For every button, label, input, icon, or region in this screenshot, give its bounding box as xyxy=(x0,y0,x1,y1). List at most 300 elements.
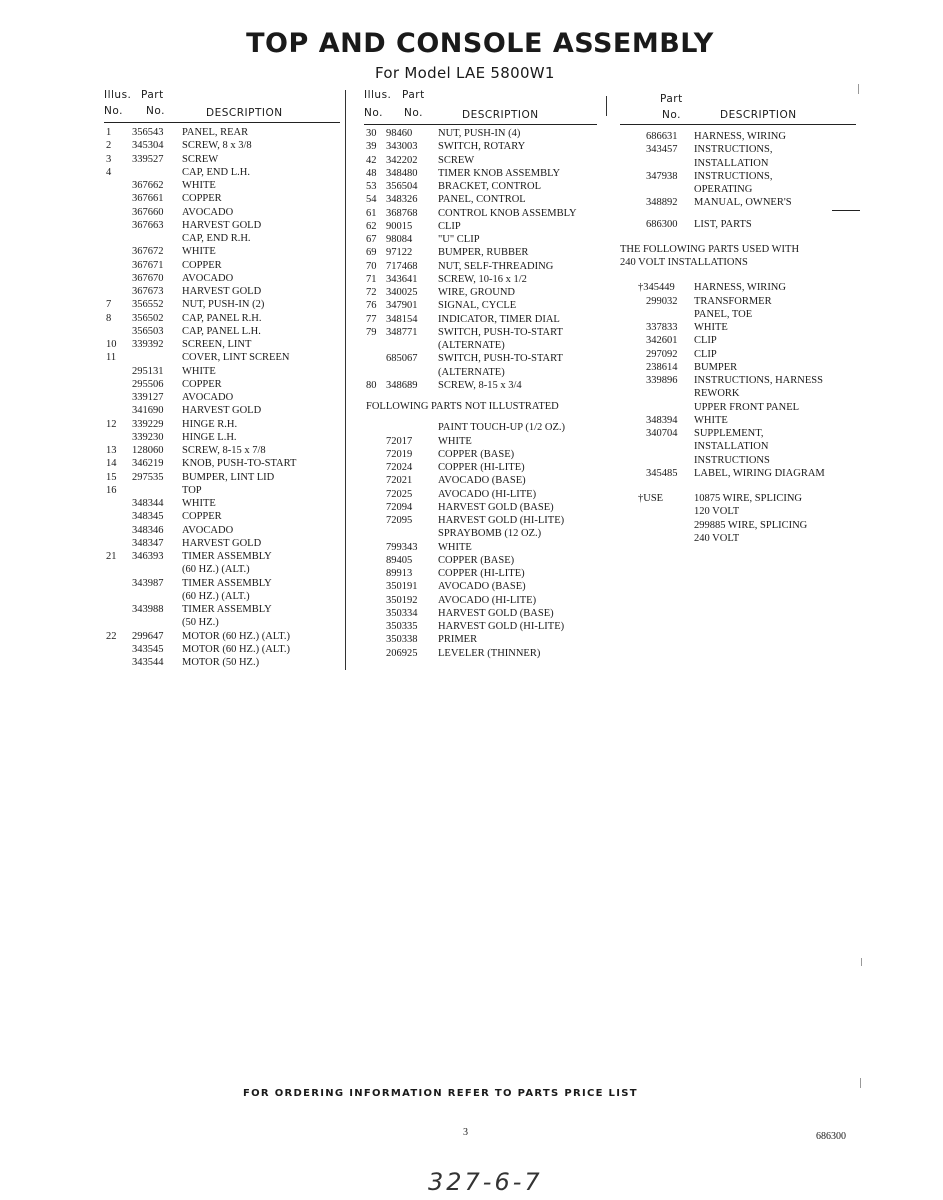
part-number: 367662 xyxy=(132,180,164,191)
table-row xyxy=(620,374,860,387)
part-description: INSTRUCTIONS, HARNESS xyxy=(694,375,823,386)
part-description: AVOCADO (BASE) xyxy=(438,581,526,593)
part-number: 356503 xyxy=(132,325,164,337)
table-row xyxy=(620,401,860,414)
table-row xyxy=(364,435,600,448)
part-number: 350334 xyxy=(386,607,418,619)
table-row xyxy=(104,351,342,364)
table-row xyxy=(364,580,600,593)
table-row xyxy=(364,286,600,299)
part-number: 348154 xyxy=(386,313,418,325)
table-row xyxy=(104,391,342,404)
part-description: PAINT TOUCH-UP (1/2 OZ.) xyxy=(438,422,565,434)
table-row xyxy=(104,338,342,351)
table-row xyxy=(620,281,860,294)
illus-number: 42 xyxy=(366,154,377,166)
illus-number: 21 xyxy=(106,551,117,562)
part-description: TIMER KNOB ASSEMBLY xyxy=(438,167,561,179)
table-row xyxy=(620,361,860,374)
illus-number: 1 xyxy=(106,127,112,138)
table-row xyxy=(620,387,860,400)
part-number: 348892 xyxy=(646,197,678,209)
part-number: 238614 xyxy=(646,361,678,373)
table-row xyxy=(364,299,600,312)
part-number: 97122 xyxy=(386,247,413,259)
table-row xyxy=(620,218,860,231)
part-description: MOTOR (60 HZ.) (ALT.) xyxy=(182,643,291,655)
part-number: 348344 xyxy=(132,498,164,509)
illus-number: 7 xyxy=(106,299,112,311)
part-description: (ALTERNATE) xyxy=(438,340,505,351)
part-description: WHITE xyxy=(182,365,216,377)
table-row xyxy=(104,471,342,484)
part-description: SPRAYBOMB (12 OZ.) xyxy=(438,528,542,540)
col1-desc-label: DESCRIPTION xyxy=(206,107,283,119)
part-number: 368768 xyxy=(386,207,418,219)
part-number: 299647 xyxy=(132,630,164,642)
table-row xyxy=(104,444,342,457)
illus-number: 77 xyxy=(366,313,377,325)
part-description: WHITE xyxy=(438,541,472,553)
part-description: TOP xyxy=(182,484,202,496)
part-description: CLIP xyxy=(438,220,461,232)
table-row xyxy=(620,532,860,545)
part-number: 347938 xyxy=(646,170,678,182)
part-number: 717468 xyxy=(386,260,418,272)
part-description: COPPER xyxy=(182,259,222,271)
part-description: COPPER xyxy=(182,193,222,205)
table-row xyxy=(364,127,600,140)
part-description: INDICATOR, TIMER DIAL xyxy=(438,313,560,325)
illus-number: 30 xyxy=(366,128,377,139)
part-description: HARVEST GOLD xyxy=(182,537,262,549)
part-description: INSTRUCTIONS, xyxy=(694,170,773,182)
part-description: WHITE xyxy=(182,246,216,258)
part-number: 345304 xyxy=(132,140,164,152)
table-row xyxy=(104,643,342,656)
part-description: INSTRUCTIONS, xyxy=(694,144,773,156)
part-description: WHITE xyxy=(438,435,472,447)
illus-number: 39 xyxy=(366,141,377,153)
part-description: HARVEST GOLD xyxy=(182,219,262,231)
table-row xyxy=(104,325,342,338)
col1-part-label: Part xyxy=(141,89,164,101)
table-row xyxy=(104,497,342,510)
part-number: 98460 xyxy=(386,128,413,139)
part-description: SUPPLEMENT, xyxy=(694,428,764,439)
document-number: 686300 xyxy=(816,1131,846,1142)
part-description: WHITE xyxy=(182,180,216,191)
part-number: 343545 xyxy=(132,643,164,655)
part-number: 686300 xyxy=(646,218,678,230)
part-description: NUT, PUSH-IN (4) xyxy=(438,128,521,139)
part-number: 72017 xyxy=(386,435,413,447)
table-row xyxy=(620,467,860,480)
part-description: MANUAL, OWNER'S xyxy=(694,197,792,209)
part-number: 367671 xyxy=(132,259,164,271)
part-number: 341690 xyxy=(132,405,164,417)
part-description: LABEL, WIRING DIAGRAM xyxy=(694,467,825,479)
part-number: 345485 xyxy=(646,467,678,479)
part-number: 346393 xyxy=(132,551,164,562)
part-description: INSTALLATION xyxy=(694,441,769,453)
illus-number: 70 xyxy=(366,260,377,272)
part-description: COPPER (HI-LITE) xyxy=(438,568,525,579)
section-heading-text: FOLLOWING PARTS NOT ILLUSTRATED xyxy=(366,401,559,412)
illus-number: 53 xyxy=(366,181,377,192)
col3-part-no-label: No. xyxy=(662,109,681,121)
model-subtitle: For Model LAE 5800W1 xyxy=(375,64,555,82)
table-row xyxy=(104,603,342,616)
part-number: 337833 xyxy=(646,322,678,333)
table-row xyxy=(364,567,600,580)
part-description: COPPER (BASE) xyxy=(438,554,515,566)
part-number: 295506 xyxy=(132,378,164,390)
part-number: 339896 xyxy=(646,375,678,386)
scan-speck xyxy=(861,958,862,966)
part-description: TRANSFORMER xyxy=(694,295,772,307)
table-row xyxy=(104,510,342,523)
scan-dash-mark xyxy=(832,210,860,211)
part-description: CAP, END L.H. xyxy=(182,166,250,178)
table-row xyxy=(364,647,600,660)
table-row xyxy=(364,366,600,379)
part-description: SWITCH, PUSH-TO-START xyxy=(438,353,563,365)
part-description: CLIP xyxy=(694,348,717,360)
table-row xyxy=(620,440,860,453)
col2-header-rule xyxy=(364,124,597,125)
part-description: HARVEST GOLD xyxy=(182,286,262,297)
table-row xyxy=(364,352,600,365)
part-description: COPPER (HI-LITE) xyxy=(438,462,525,473)
part-number: 339230 xyxy=(132,431,164,443)
part-description: OPERATING xyxy=(694,184,753,195)
col3-part-label: Part xyxy=(660,93,683,105)
illus-number: 22 xyxy=(106,630,117,642)
page-title: TOP AND CONSOLE ASSEMBLY xyxy=(246,28,714,59)
part-number: 348346 xyxy=(132,524,164,536)
col1-illus-label: Illus. xyxy=(104,89,132,101)
part-number: 367670 xyxy=(132,272,164,284)
table-row xyxy=(104,431,342,444)
part-number: 356543 xyxy=(132,127,164,138)
part-number: 367661 xyxy=(132,193,164,205)
table-row xyxy=(104,524,342,537)
part-number: 348345 xyxy=(132,511,164,523)
part-number: 72021 xyxy=(386,475,413,487)
table-row xyxy=(104,179,342,192)
part-number: 339127 xyxy=(132,392,164,403)
table-row xyxy=(364,326,600,339)
part-number: 343003 xyxy=(386,141,418,153)
scan-speck xyxy=(858,84,859,94)
table-row xyxy=(620,427,860,440)
illus-number: 62 xyxy=(366,220,377,232)
table-row xyxy=(364,193,600,206)
part-number: 89405 xyxy=(386,554,413,566)
part-number: 346219 xyxy=(132,458,164,470)
part-description: TIMER ASSEMBLY xyxy=(182,551,272,562)
table-row xyxy=(104,457,342,470)
part-number: 343641 xyxy=(386,273,418,285)
table-row xyxy=(364,461,600,474)
table-row xyxy=(104,245,342,258)
part-description: MOTOR (50 HZ.) xyxy=(182,657,260,668)
section-note-text: THE FOLLOWING PARTS USED WITH xyxy=(620,243,800,255)
table-row xyxy=(620,143,860,156)
part-description: CLIP xyxy=(694,335,717,347)
part-number: 90015 xyxy=(386,220,413,232)
part-description: HINGE L.H. xyxy=(182,431,237,443)
part-description: TIMER ASSEMBLY xyxy=(182,577,272,589)
part-number: 367663 xyxy=(132,219,164,231)
table-row xyxy=(364,260,600,273)
table-row xyxy=(104,418,342,431)
illus-number: 4 xyxy=(106,166,112,178)
part-number: 350338 xyxy=(386,634,418,646)
part-number: 348347 xyxy=(132,537,164,549)
part-description: TIMER ASSEMBLY xyxy=(182,604,272,615)
table-row xyxy=(104,577,342,590)
part-description: HARVEST GOLD (HI-LITE) xyxy=(438,621,565,632)
part-number: 72095 xyxy=(386,515,413,526)
section-note-line xyxy=(620,243,860,256)
part-description: HARNESS, WIRING xyxy=(694,131,786,142)
part-number: 295131 xyxy=(132,365,164,377)
part-description: HARVEST GOLD (BASE) xyxy=(438,501,554,513)
table-row xyxy=(104,153,342,166)
part-description: SCREW, 8-15 x 7/8 xyxy=(182,445,266,456)
part-description: INSTRUCTIONS xyxy=(694,454,770,466)
part-description: AVOCADO (HI-LITE) xyxy=(438,488,537,500)
illus-number: 61 xyxy=(366,207,377,219)
part-description: BUMPER xyxy=(694,361,738,373)
section-note-line xyxy=(620,256,860,269)
table-row xyxy=(364,554,600,567)
table-row xyxy=(620,348,860,361)
table-row xyxy=(364,246,600,259)
table-row xyxy=(364,140,600,153)
part-number: 128060 xyxy=(132,445,164,456)
part-number: 348394 xyxy=(646,414,678,426)
part-number: 98084 xyxy=(386,234,413,245)
part-number: 89913 xyxy=(386,568,413,579)
col2-illus-label: Illus. xyxy=(364,89,392,101)
scan-speck xyxy=(860,1078,861,1088)
illus-number: 79 xyxy=(366,326,377,338)
part-number: 72094 xyxy=(386,501,413,513)
part-description: AVOCADO (BASE) xyxy=(438,475,526,487)
part-number: 339392 xyxy=(132,339,164,350)
part-description: CAP, PANEL R.H. xyxy=(182,312,262,324)
part-description: WHITE xyxy=(694,414,728,426)
part-description: PANEL, CONTROL xyxy=(438,194,526,206)
section-note-text: 240 VOLT INSTALLATIONS xyxy=(620,257,748,268)
illus-number: 15 xyxy=(106,471,117,483)
table-row xyxy=(104,550,342,563)
table-row xyxy=(104,590,342,603)
table-row xyxy=(364,514,600,527)
part-number: 348326 xyxy=(386,194,418,206)
part-description: HARVEST GOLD xyxy=(182,405,262,417)
part-description: (50 HZ.) xyxy=(182,617,219,629)
part-number: 72024 xyxy=(386,462,413,473)
table-row xyxy=(364,273,600,286)
part-number: 72019 xyxy=(386,448,413,460)
illus-number: 16 xyxy=(106,484,117,496)
table-row xyxy=(104,219,342,232)
table-row xyxy=(104,616,342,629)
part-number: 350335 xyxy=(386,621,418,632)
part-number: †345449 xyxy=(638,282,675,294)
table-row xyxy=(364,448,600,461)
part-description: UPPER FRONT PANEL xyxy=(694,401,800,413)
col1-parts-list xyxy=(104,126,342,669)
part-number: 340704 xyxy=(646,428,678,439)
table-row xyxy=(364,501,600,514)
part-description: SCREW xyxy=(438,154,475,166)
col1-header-rule xyxy=(104,122,340,123)
table-row xyxy=(104,537,342,550)
table-row xyxy=(364,339,600,352)
part-description: CONTROL KNOB ASSEMBLY xyxy=(438,207,577,219)
col3-parts-list xyxy=(620,130,860,545)
part-number: 350192 xyxy=(386,594,418,606)
part-description: COVER, LINT SCREEN xyxy=(182,352,290,364)
part-description: WHITE xyxy=(694,322,728,333)
table-row xyxy=(364,594,600,607)
table-row xyxy=(620,295,860,308)
part-description: AVOCADO (HI-LITE) xyxy=(438,594,537,606)
table-row xyxy=(104,166,342,179)
part-number: 343457 xyxy=(646,144,678,156)
part-description: HARVEST GOLD (BASE) xyxy=(438,607,554,619)
table-row xyxy=(364,313,600,326)
table-row xyxy=(620,170,860,183)
part-number: 347901 xyxy=(386,300,418,312)
illus-number: 2 xyxy=(106,140,112,152)
part-description: 240 VOLT xyxy=(694,532,740,544)
table-row xyxy=(364,620,600,633)
part-description: SCREW, 8-15 x 3/4 xyxy=(438,379,522,391)
part-description: BUMPER, LINT LID xyxy=(182,471,275,483)
table-row xyxy=(364,207,600,220)
table-row xyxy=(104,365,342,378)
table-row xyxy=(104,656,342,669)
part-number: 348480 xyxy=(386,167,418,179)
illus-number: 72 xyxy=(366,287,377,298)
table-row xyxy=(104,139,342,152)
table-row xyxy=(364,167,600,180)
part-description: MOTOR (60 HZ.) (ALT.) xyxy=(182,630,291,642)
part-description: "U" CLIP xyxy=(438,234,480,245)
table-row xyxy=(620,321,860,334)
table-row xyxy=(364,180,600,193)
part-description: REWORK xyxy=(694,388,740,400)
part-number: 367672 xyxy=(132,246,164,258)
part-description: HARVEST GOLD (HI-LITE) xyxy=(438,515,565,526)
table-row xyxy=(104,312,342,325)
part-description: LIST, PARTS xyxy=(694,218,752,230)
col2-part-label: Part xyxy=(402,89,425,101)
table-row xyxy=(364,527,600,540)
part-number: 685067 xyxy=(386,353,418,365)
part-description: NUT, SELF-THREADING xyxy=(438,260,554,272)
part-description: INSTALLATION xyxy=(694,157,769,169)
part-description: BRACKET, CONTROL xyxy=(438,181,542,192)
illus-number: 54 xyxy=(366,194,377,206)
part-number: 686631 xyxy=(646,131,678,142)
part-number: 299032 xyxy=(646,295,678,307)
part-description: PANEL, REAR xyxy=(182,127,249,138)
table-row xyxy=(104,630,342,643)
part-description: KNOB, PUSH-TO-START xyxy=(182,458,297,470)
table-row xyxy=(620,492,860,505)
illus-number: 80 xyxy=(366,379,377,391)
part-description: COPPER (BASE) xyxy=(438,448,515,460)
table-row xyxy=(364,607,600,620)
table-row xyxy=(104,404,342,417)
col2-illus-no-label: No. xyxy=(364,107,383,119)
part-description: 10875 WIRE, SPLICING xyxy=(694,493,803,504)
part-number: 343544 xyxy=(132,657,164,668)
table-row xyxy=(620,196,860,209)
part-number: 356502 xyxy=(132,312,164,324)
part-description: HINGE R.H. xyxy=(182,418,238,430)
table-row xyxy=(620,414,860,427)
part-description: (60 HZ.) (ALT.) xyxy=(182,590,250,602)
col1-illus-no-label: No. xyxy=(104,105,123,117)
part-description: SCREEN, LINT xyxy=(182,339,252,350)
part-description: AVOCADO xyxy=(182,206,234,218)
part-description: WIRE, GROUND xyxy=(438,287,515,298)
table-row xyxy=(364,379,600,392)
part-number: 339229 xyxy=(132,418,164,430)
table-row xyxy=(620,183,860,196)
part-description: SIGNAL, CYCLE xyxy=(438,300,517,312)
part-number: 367673 xyxy=(132,286,164,297)
handwritten-note: 327-6-7 xyxy=(428,1168,543,1196)
table-row xyxy=(104,259,342,272)
illus-number: 76 xyxy=(366,300,377,312)
part-number: 297092 xyxy=(646,348,678,360)
table-row xyxy=(620,157,860,170)
part-number: 348771 xyxy=(386,326,418,338)
col1-part-no-label: No. xyxy=(146,105,165,117)
illus-number: 12 xyxy=(106,418,117,430)
table-row xyxy=(364,220,600,233)
part-number: 340025 xyxy=(386,287,418,298)
column-divider-2 xyxy=(606,96,607,116)
part-description: BUMPER, RUBBER xyxy=(438,247,529,259)
table-row xyxy=(364,633,600,646)
part-number: 799343 xyxy=(386,541,418,553)
illus-number: 69 xyxy=(366,247,377,259)
part-description: LEVELER (THINNER) xyxy=(438,647,541,659)
illus-number: 13 xyxy=(106,445,117,456)
page-number: 3 xyxy=(463,1127,468,1138)
table-row xyxy=(104,484,342,497)
part-description: CAP, END R.H. xyxy=(182,233,251,244)
table-row xyxy=(620,130,860,143)
illus-number: 11 xyxy=(106,352,117,364)
table-row xyxy=(620,519,860,532)
part-description: SCREW xyxy=(182,153,219,165)
col2-parts-list xyxy=(364,127,600,660)
part-description: WHITE xyxy=(182,498,216,509)
illus-number: 3 xyxy=(106,153,112,165)
part-description: PANEL, TOE xyxy=(694,308,753,320)
